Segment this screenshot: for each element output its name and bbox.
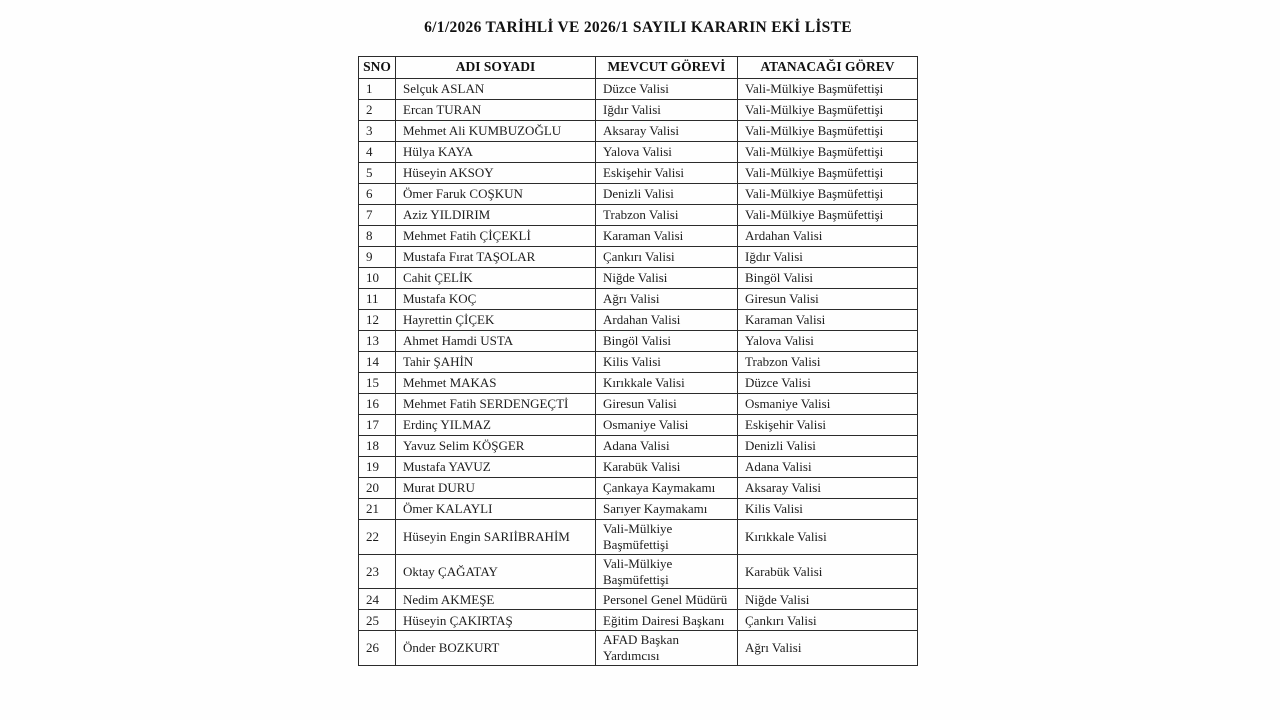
col-header-current-position: MEVCUT GÖREVİ (596, 57, 738, 79)
new-position-cell: Ağrı Valisi (738, 631, 918, 666)
current-position-cell: Kilis Valisi (596, 352, 738, 373)
new-position-cell: Vali-Mülkiye Başmüfettişi (738, 142, 918, 163)
new-position-cell: Giresun Valisi (738, 289, 918, 310)
current-position-cell: Düzce Valisi (596, 79, 738, 100)
name-cell: Hülya KAYA (396, 142, 596, 163)
sno-cell: 11 (359, 289, 396, 310)
name-cell: Nedim AKMEŞE (396, 589, 596, 610)
new-position-cell: Vali-Mülkiye Başmüfettişi (738, 100, 918, 121)
sno-cell: 22 (359, 520, 396, 555)
new-position-cell: Kırıkkale Valisi (738, 520, 918, 555)
table-row (359, 142, 918, 163)
new-position-cell: Osmaniye Valisi (738, 394, 918, 415)
name-cell: Mehmet MAKAS (396, 373, 596, 394)
name-cell: Hayrettin ÇİÇEK (396, 310, 596, 331)
sno-cell: 10 (359, 268, 396, 289)
name-cell: Mehmet Fatih ÇİÇEKLİ (396, 226, 596, 247)
table-row (359, 205, 918, 226)
current-position-cell: Giresun Valisi (596, 394, 738, 415)
name-cell: Hüseyin Engin SARIİBRAHİM (396, 520, 596, 555)
table-row (359, 499, 918, 520)
new-position-cell: Vali-Mülkiye Başmüfettişi (738, 121, 918, 142)
table-row (359, 631, 918, 666)
current-position-cell: Niğde Valisi (596, 268, 738, 289)
sno-cell: 24 (359, 589, 396, 610)
new-position-cell: Vali-Mülkiye Başmüfettişi (738, 163, 918, 184)
table-row (359, 310, 918, 331)
table-row (359, 226, 918, 247)
table-row (359, 289, 918, 310)
name-cell: Önder BOZKURT (396, 631, 596, 666)
new-position-cell: Aksaray Valisi (738, 478, 918, 499)
table-row (359, 79, 918, 100)
table-row (359, 415, 918, 436)
sno-cell: 1 (359, 79, 396, 100)
name-cell: Ömer Faruk COŞKUN (396, 184, 596, 205)
sno-cell: 18 (359, 436, 396, 457)
name-cell: Mehmet Ali KUMBUZOĞLU (396, 121, 596, 142)
current-position-cell: Eğitim Dairesi Başkanı (596, 610, 738, 631)
new-position-cell: Eskişehir Valisi (738, 415, 918, 436)
current-position-cell: Vali-Mülkiye Başmüfettişi (596, 520, 738, 555)
table-row (359, 100, 918, 121)
sno-cell: 21 (359, 499, 396, 520)
name-cell: Erdinç YILMAZ (396, 415, 596, 436)
current-position-cell: Karabük Valisi (596, 457, 738, 478)
new-position-cell: Vali-Mülkiye Başmüfettişi (738, 184, 918, 205)
current-position-cell: Ağrı Valisi (596, 289, 738, 310)
name-cell: Mustafa KOÇ (396, 289, 596, 310)
name-cell: Oktay ÇAĞATAY (396, 554, 596, 589)
table-row (359, 520, 918, 555)
new-position-cell: Vali-Mülkiye Başmüfettişi (738, 79, 918, 100)
current-position-cell: Personel Genel Müdürü (596, 589, 738, 610)
sno-cell: 19 (359, 457, 396, 478)
table-row (359, 478, 918, 499)
new-position-cell: Iğdır Valisi (738, 247, 918, 268)
sno-cell: 20 (359, 478, 396, 499)
table-row (359, 589, 918, 610)
col-header-sno: SNO (359, 57, 396, 79)
current-position-cell: Osmaniye Valisi (596, 415, 738, 436)
new-position-cell: Denizli Valisi (738, 436, 918, 457)
current-position-cell: Adana Valisi (596, 436, 738, 457)
current-position-cell: Ardahan Valisi (596, 310, 738, 331)
table-row (359, 394, 918, 415)
new-position-cell: Kilis Valisi (738, 499, 918, 520)
sno-cell: 17 (359, 415, 396, 436)
current-position-cell: Aksaray Valisi (596, 121, 738, 142)
document-title: 6/1/2026 TARİHLİ VE 2026/1 SAYILI KARARIN EKİ LİSTE (424, 19, 852, 36)
table-row (359, 268, 918, 289)
table-row (359, 121, 918, 142)
new-position-cell: Karabük Valisi (738, 554, 918, 589)
current-position-cell: Çankaya Kaymakamı (596, 478, 738, 499)
current-position-cell: Kırıkkale Valisi (596, 373, 738, 394)
table-row (359, 610, 918, 631)
current-position-cell: Trabzon Valisi (596, 205, 738, 226)
name-cell: Yavuz Selim KÖŞGER (396, 436, 596, 457)
new-position-cell: Bingöl Valisi (738, 268, 918, 289)
table-row (359, 457, 918, 478)
appointments-table (358, 56, 918, 666)
current-position-cell: Çankırı Valisi (596, 247, 738, 268)
sno-cell: 16 (359, 394, 396, 415)
table-row (359, 436, 918, 457)
sno-cell: 9 (359, 247, 396, 268)
sno-cell: 7 (359, 205, 396, 226)
name-cell: Mustafa Fırat TAŞOLAR (396, 247, 596, 268)
table-row (359, 373, 918, 394)
sno-cell: 23 (359, 554, 396, 589)
table-row (359, 352, 918, 373)
table-row (359, 554, 918, 589)
name-cell: Hüseyin ÇAKIRTAŞ (396, 610, 596, 631)
new-position-cell: Niğde Valisi (738, 589, 918, 610)
name-cell: Murat DURU (396, 478, 596, 499)
sno-cell: 13 (359, 331, 396, 352)
new-position-cell: Karaman Valisi (738, 310, 918, 331)
new-position-cell: Adana Valisi (738, 457, 918, 478)
table-body (359, 79, 918, 666)
col-header-new-position: ATANACAĞI GÖREV (738, 57, 918, 79)
sno-cell: 5 (359, 163, 396, 184)
sno-cell: 8 (359, 226, 396, 247)
sno-cell: 2 (359, 100, 396, 121)
sno-cell: 4 (359, 142, 396, 163)
current-position-cell: Bingöl Valisi (596, 331, 738, 352)
name-cell: Mustafa YAVUZ (396, 457, 596, 478)
new-position-cell: Çankırı Valisi (738, 610, 918, 631)
name-cell: Selçuk ASLAN (396, 79, 596, 100)
current-position-cell: Yalova Valisi (596, 142, 738, 163)
current-position-cell: Denizli Valisi (596, 184, 738, 205)
table-row (359, 331, 918, 352)
sno-cell: 25 (359, 610, 396, 631)
col-header-name: ADI SOYADI (396, 57, 596, 79)
new-position-cell: Ardahan Valisi (738, 226, 918, 247)
sno-cell: 14 (359, 352, 396, 373)
new-position-cell: Vali-Mülkiye Başmüfettişi (738, 205, 918, 226)
sno-cell: 15 (359, 373, 396, 394)
sno-cell: 12 (359, 310, 396, 331)
new-position-cell: Düzce Valisi (738, 373, 918, 394)
name-cell: Mehmet Fatih SERDENGEÇTİ (396, 394, 596, 415)
name-cell: Cahit ÇELİK (396, 268, 596, 289)
current-position-cell: AFAD Başkan Yardımcısı (596, 631, 738, 666)
current-position-cell: Sarıyer Kaymakamı (596, 499, 738, 520)
name-cell: Hüseyin AKSOY (396, 163, 596, 184)
name-cell: Ercan TURAN (396, 100, 596, 121)
new-position-cell: Trabzon Valisi (738, 352, 918, 373)
sno-cell: 6 (359, 184, 396, 205)
current-position-cell: Karaman Valisi (596, 226, 738, 247)
sno-cell: 3 (359, 121, 396, 142)
current-position-cell: Eskişehir Valisi (596, 163, 738, 184)
name-cell: Tahir ŞAHİN (396, 352, 596, 373)
table-row (359, 184, 918, 205)
name-cell: Ömer KALAYLI (396, 499, 596, 520)
name-cell: Ahmet Hamdi USTA (396, 331, 596, 352)
sno-cell: 26 (359, 631, 396, 666)
table-row (359, 247, 918, 268)
table-header-row (359, 57, 918, 79)
current-position-cell: Vali-Mülkiye Başmüfettişi (596, 554, 738, 589)
name-cell: Aziz YILDIRIM (396, 205, 596, 226)
new-position-cell: Yalova Valisi (738, 331, 918, 352)
table-row (359, 163, 918, 184)
current-position-cell: Iğdır Valisi (596, 100, 738, 121)
